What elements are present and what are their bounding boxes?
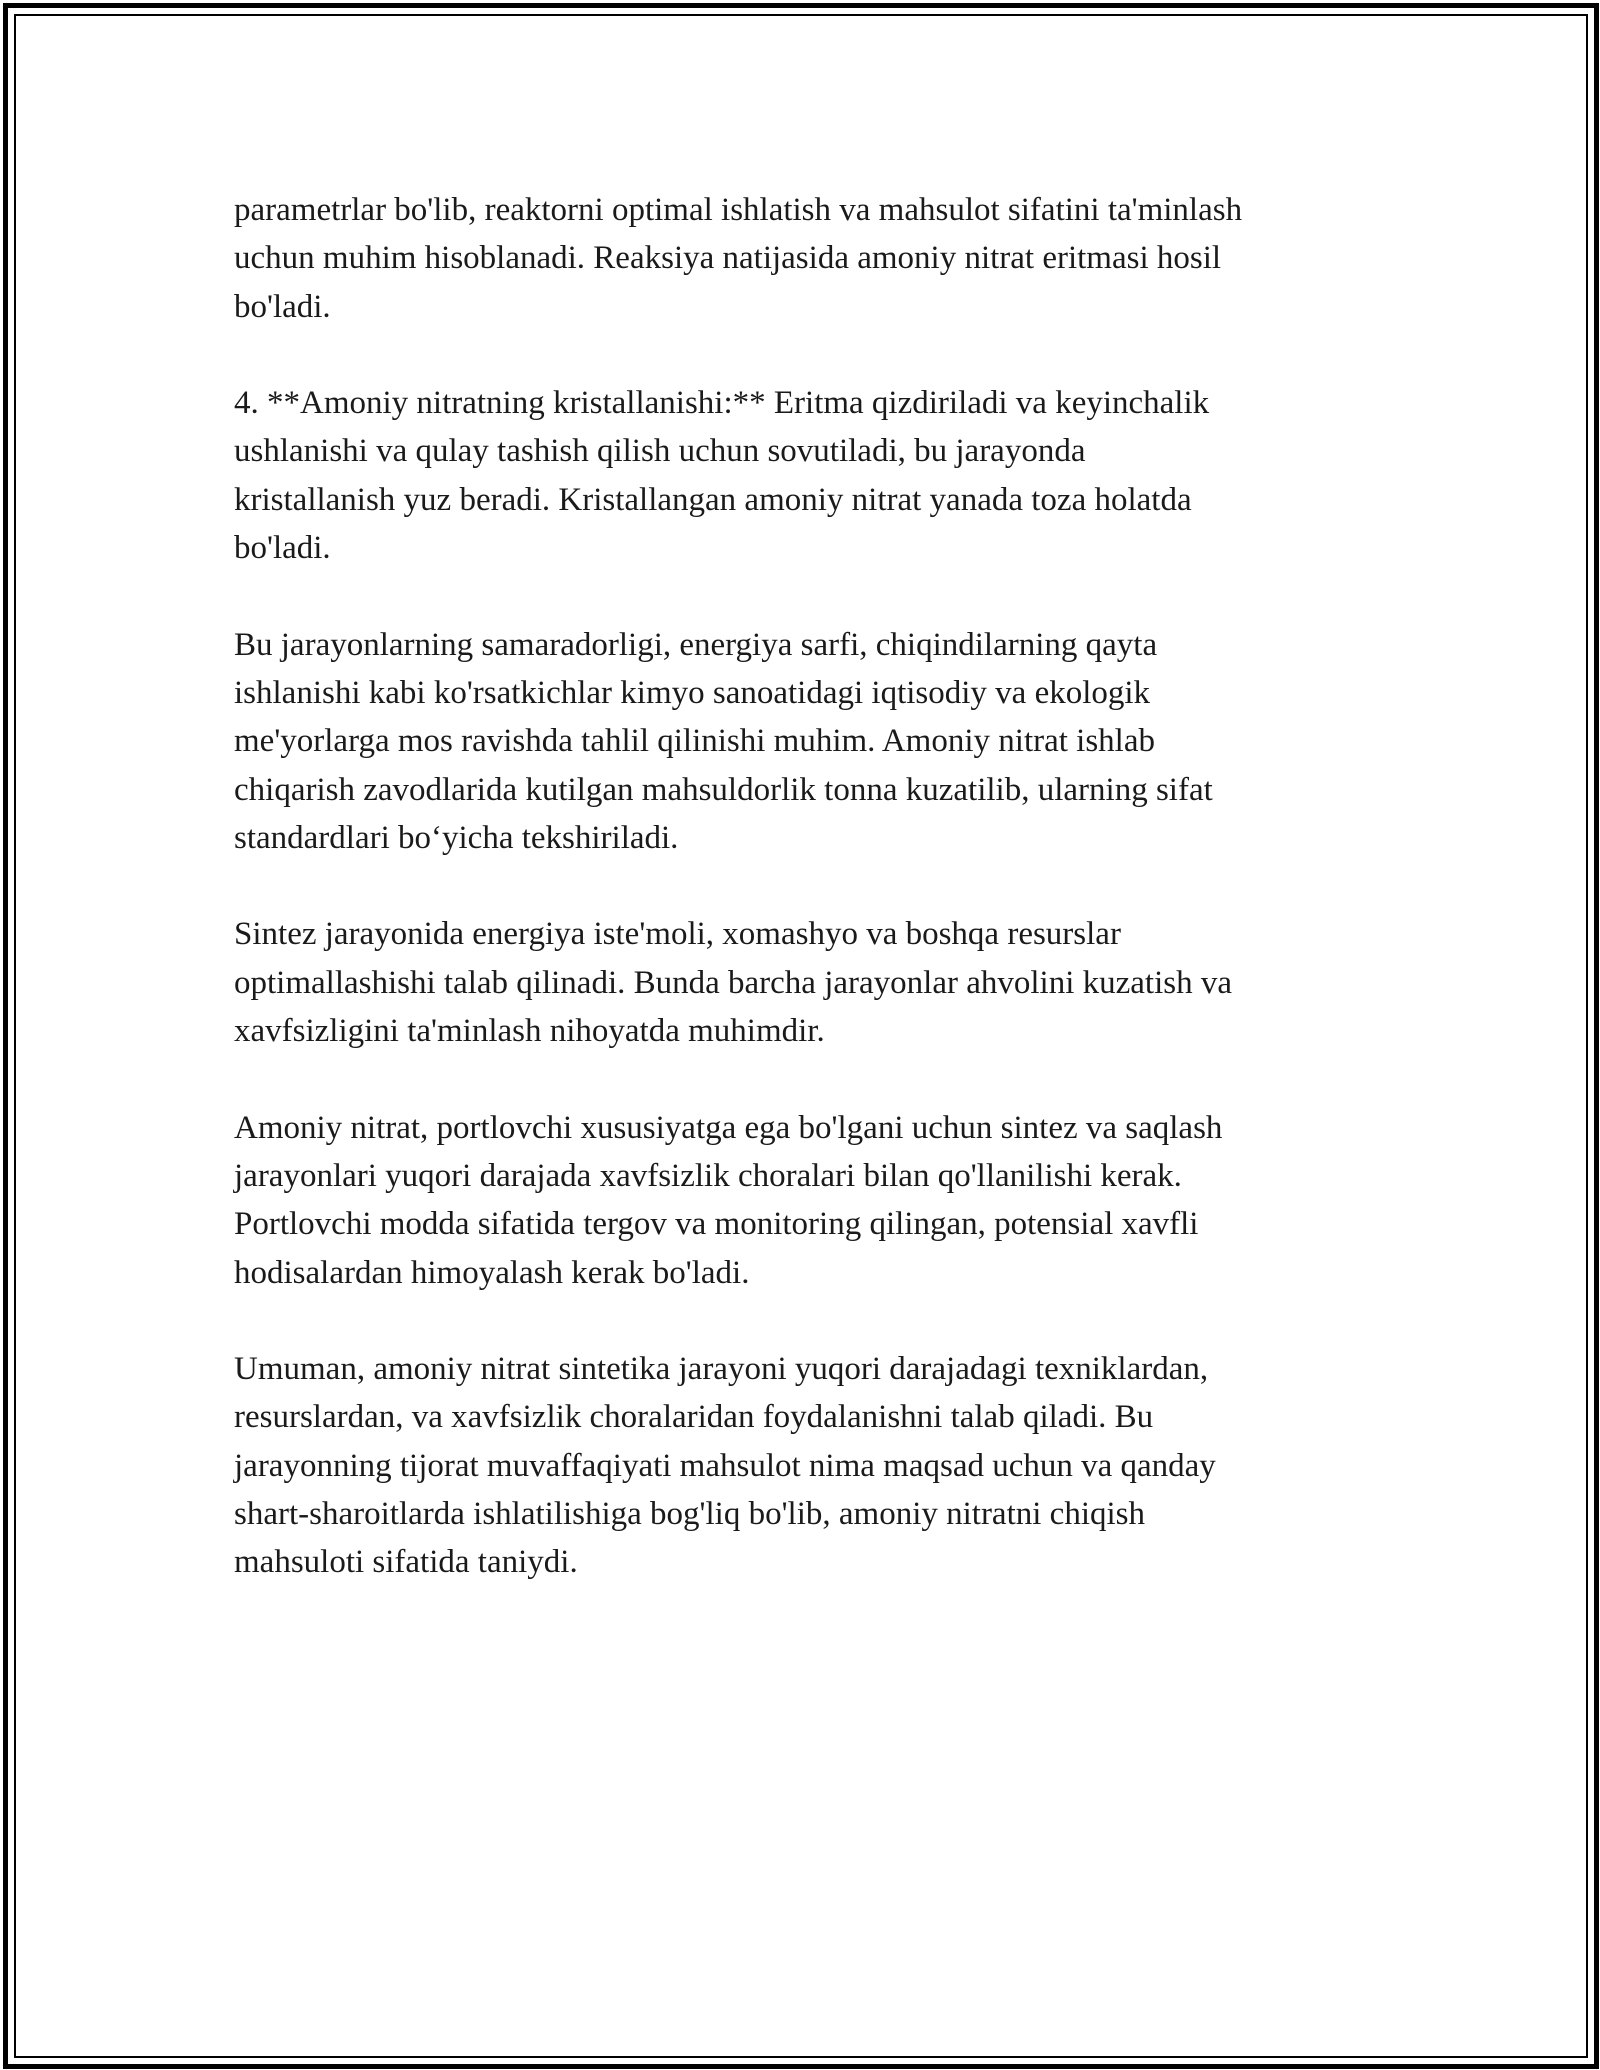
paragraph: [234, 621, 1374, 862]
text-line: bo'ladi.: [234, 530, 331, 567]
text-line: hodisalardan himoyalash kerak bo'ladi.: [234, 1254, 750, 1291]
text-line: standardlari bo‘yicha tekshiriladi.: [234, 819, 679, 856]
text-line: xavfsizligini ta'minlash nihoyatda muhimdir.: [234, 1013, 825, 1050]
text-line: jarayonlari yuqori darajada xavfsizlik choralari bilan qo'llanilishi kerak.: [234, 1157, 1182, 1194]
text-line: optimallashishi talab qilinadi. Bunda barcha jarayonlar ahvolini kuzatish va: [234, 964, 1232, 1001]
text-line: Portlovchi modda sifatida tergov va monitoring qilingan, potensial xavfli: [234, 1206, 1199, 1243]
text-line: ishlanishi kabi ko'rsatkichlar kimyo sanoatidagi iqtisodiy va ekologik: [234, 674, 1151, 711]
text-line: Umuman, amoniy nitrat sintetika jarayoni yuqori darajadagi texniklardan,: [234, 1351, 1209, 1388]
text-line: chiqarish zavodlarida kutilgan mahsuldorlik tonna kuzatilib, ularning sifat: [234, 771, 1213, 808]
paragraph: [234, 1345, 1374, 1586]
document-body: [234, 186, 1374, 1635]
text-line: mahsuloti sifatida taniydi.: [234, 1544, 578, 1581]
text-line: bo'ladi.: [234, 288, 331, 325]
text-line: Bu jarayonlarning samaradorligi, energiya sarfi, chiqindilarning qayta: [234, 626, 1158, 663]
text-line: ushlanishi va qulay tashish qilish uchun sovutiladi, bu jarayonda: [234, 433, 1086, 470]
paragraph: [234, 379, 1374, 572]
text-line: jarayonning tijorat muvaffaqiyati mahsulot nima maqsad uchun va qanday: [234, 1447, 1216, 1484]
text-line: uchun muhim hisoblanadi. Reaksiya natijasida amoniy nitrat eritmasi hosil: [234, 240, 1222, 277]
paragraph: [234, 1104, 1374, 1297]
text-line: Sintez jarayonida energiya iste'moli, xomashyo va boshqa resurslar: [234, 916, 1121, 953]
text-line: 4. **Amoniy nitratning kristallanishi:** Eritma qizdiriladi va keyinchalik: [234, 385, 1210, 422]
text-line: me'yorlarga mos ravishda tahlil qilinishi muhim. Amoniy nitrat ishlab: [234, 723, 1155, 760]
text-line: Amoniy nitrat, portlovchi xususiyatga ega bo'lgani uchun sintez va saqlash: [234, 1109, 1223, 1146]
text-line: parametrlar bo'lib, reaktorni optimal ishlatish va mahsulot sifatini ta'minlash: [234, 192, 1243, 228]
paragraph: [234, 186, 1374, 331]
paragraph: [234, 910, 1374, 1055]
text-line: shart-sharoitlarda ishlatilishiga bog'liq bo'lib, amoniy nitratni chiqish: [234, 1496, 1145, 1533]
text-line: kristallanish yuz beradi. Kristallangan amoniy nitrat yanada toza holatda: [234, 481, 1192, 518]
text-line: resurslardan, va xavfsizlik choralaridan foydalanishni talab qiladi. Bu: [234, 1399, 1154, 1436]
